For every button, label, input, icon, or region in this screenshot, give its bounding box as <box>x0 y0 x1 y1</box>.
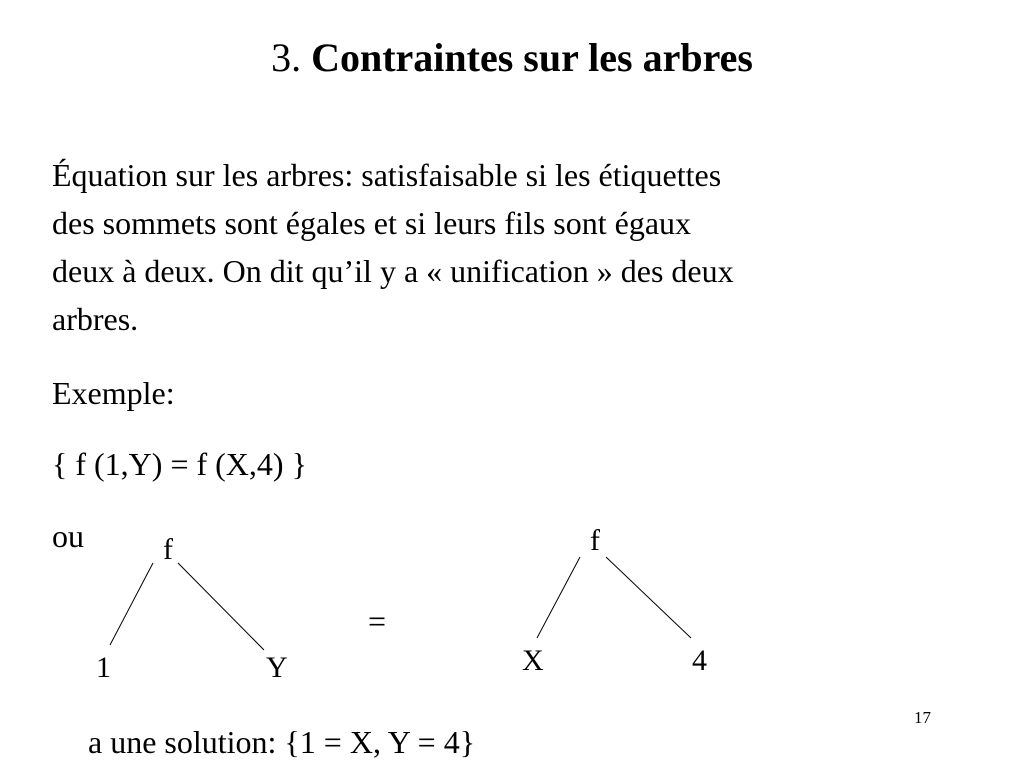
tree-equation: { f (1,Y) = f (X,4) } <box>52 446 307 482</box>
example-label: Exemple: <box>52 375 175 411</box>
left-tree-edge-left <box>110 563 153 645</box>
solution-text: a une solution: {1 = X, Y = 4} <box>88 724 476 760</box>
left-tree-root: f <box>163 533 173 566</box>
ou-label: ou <box>52 518 84 554</box>
paragraph-line: arbres. <box>52 301 139 337</box>
right-tree-edge-right <box>606 557 691 638</box>
page-number: 17 <box>914 708 931 727</box>
left-tree-left-child: 1 <box>96 651 111 684</box>
equals-sign: = <box>368 603 387 639</box>
right-tree-left-child: X <box>522 644 544 677</box>
title-number: 3. <box>271 35 302 80</box>
paragraph-line: Équation sur les arbres: satisfaisable si les étiquettes <box>52 157 722 193</box>
right-tree-root: f <box>590 524 600 557</box>
paragraph-line: deux à deux. On dit qu’il y a « unification » des deux <box>52 253 734 289</box>
title-text: Contraintes sur les arbres <box>311 35 753 80</box>
left-tree-edge-right <box>178 563 264 650</box>
right-tree-edge-left <box>537 557 580 638</box>
right-tree-right-child: 4 <box>692 644 707 677</box>
paragraph-line: des sommets sont égales et si leurs fils sont égaux <box>52 205 692 241</box>
left-tree-right-child: Y <box>266 651 288 684</box>
